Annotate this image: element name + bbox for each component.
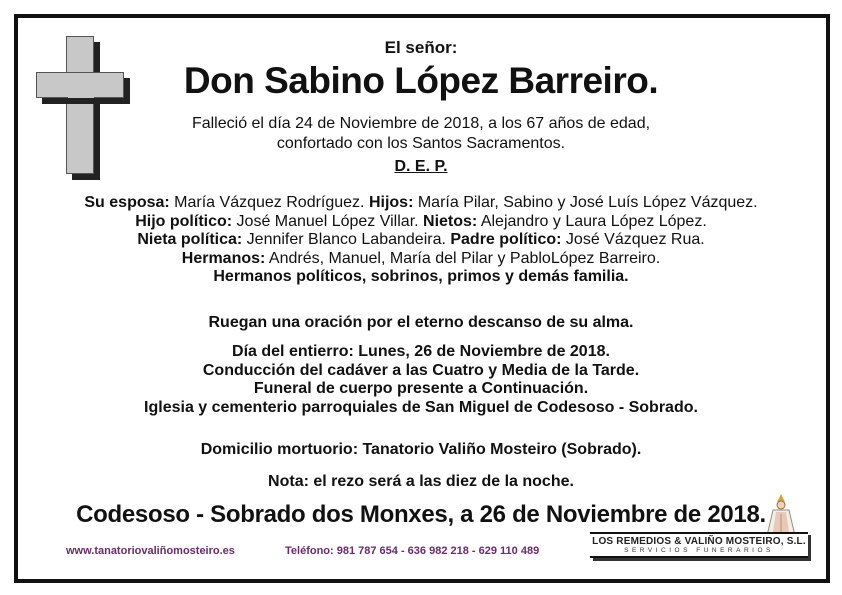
funeral-home-logo [590, 492, 810, 570]
deceased-name: Don Sabino López Barreiro. [183, 60, 659, 101]
place-date: Codesoso - Sobrado dos Monxes, a 26 de Noviembre de 2018. [76, 501, 766, 528]
nieta-politica-value: Jennifer Blanco Labandeira. [242, 231, 451, 249]
nieta-politica-label: Nieta política: [137, 231, 243, 249]
hijos-label: Hijos: [368, 194, 414, 211]
hijo-politico-label: Hijo político: [135, 212, 233, 230]
family-list [0, 194, 842, 287]
funeral: Funeral de cuerpo presente a Continuación. [253, 380, 589, 397]
logo-subtitle: SERVICIOS FUNERARIOS [624, 547, 774, 554]
family-line-3 [0, 231, 842, 250]
hijo-politico-value: José Manuel López Villar. [232, 212, 424, 230]
domicilio-mortuorio: Domicilio mortuorio: Tanatorio Valiño Mosteiro (Sobrado). [200, 441, 642, 458]
rezo-note: Nota: el rezo será a las diez de la noche. [268, 473, 574, 490]
burial-day: Día del entierro: Lunes, 26 de Noviembre de 2018. [232, 343, 610, 360]
hermanos-value: Andrés, Manuel, María del Pilar y PabloLópez Barreiro. [265, 249, 661, 267]
hijos-value: María Pilar, Sabino y José Luís López Vázquez. [413, 194, 758, 211]
padre-politico-value: José Vázquez Rua. [561, 231, 705, 249]
padre-politico-label: Padre político: [450, 231, 562, 249]
iglesia: Iglesia y cementerio parroquiales de San Miguel de Codesoso - Sobrado. [144, 398, 698, 416]
death-line-2: confortado con los Santos Sacramentos. [276, 135, 566, 152]
burial-details [0, 343, 842, 417]
family-line-5 [0, 268, 842, 287]
nietos-value: Alejandro y Laura López López. [477, 212, 707, 230]
other-family: Hermanos políticos, sobrinos, primos y demás familia. [213, 268, 629, 286]
lead-text: El señor: [384, 38, 458, 57]
phone-numbers: Teléfono: 981 787 654 - 636 982 218 - 629 110 489 [285, 545, 540, 557]
dep-text: D. E. P. [394, 158, 448, 175]
esposa-label: Su esposa: [84, 194, 170, 211]
website-link[interactable]: www.tanatoriovaliñomosteiro.es [66, 545, 235, 557]
nietos-label: Nietos: [423, 212, 478, 230]
family-line-2 [0, 213, 842, 232]
family-line-1 [0, 194, 842, 213]
logo-box [590, 532, 808, 558]
logo-name: LOS REMEDIOS & VALIÑO MOSTEIRO, S.L. [592, 536, 806, 547]
family-line-4 [0, 250, 842, 269]
conduccion: Conducción del cadáver a las Cuatro y Media de la Tarde. [202, 361, 640, 379]
hermanos-label: Hermanos: [181, 249, 266, 267]
death-notice [0, 114, 842, 154]
prayer-request: Ruegan una oración por el eterno descanso de su alma. [208, 314, 634, 331]
death-line-1: Falleció el día 24 de Noviembre de 2018, a los 67 años de edad, [191, 115, 651, 132]
esposa-value: María Vázquez Rodríguez. [169, 194, 369, 211]
